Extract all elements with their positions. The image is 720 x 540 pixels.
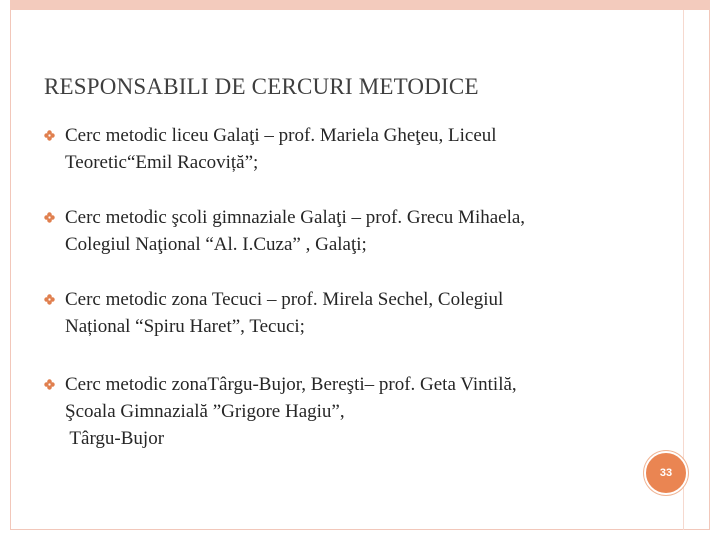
four-petal-flower-icon (44, 371, 58, 398)
bullet-list (44, 122, 644, 480)
item-line: Colegiul Naţional “Al. I.Cuza” , Galaţi; (65, 234, 367, 255)
item-line: Şcoala Gimnazială ”Grigore Hagiu”, (65, 401, 345, 422)
four-petal-flower-icon (44, 122, 58, 149)
list-item (44, 371, 644, 452)
list-item (44, 204, 644, 258)
list-item (44, 122, 644, 176)
four-petal-flower-icon (44, 204, 58, 231)
four-petal-flower-icon (44, 286, 58, 313)
item-line: Cerc metodic zona Tecuci – prof. Mirela Sechel, Colegiul (65, 289, 504, 310)
item-line: Teoretic“Emil Racoviță”; (65, 152, 259, 173)
right-border-line (709, 10, 710, 530)
item-line: Târgu-Bujor (65, 428, 165, 449)
slide-title: RESPONSABILI DE CERCURI METODICE (44, 74, 479, 99)
right-inner-line (683, 10, 684, 530)
item-line: Național “Spiru Haret”, Tecuci; (65, 316, 305, 337)
list-item (44, 286, 644, 340)
page-number-badge: 33 (644, 451, 688, 495)
top-accent-bar (0, 0, 720, 10)
item-line: Cerc metodic zonaTârgu-Bujor, Bereşti– prof. Geta Vintilă, (65, 374, 517, 395)
item-line: Cerc metodic şcoli gimnaziale Galaţi – prof. Grecu Mihaela, (65, 207, 526, 228)
item-line: Cerc metodic liceu Galaţi – prof. Mariela Gheţeu, Liceul (65, 125, 497, 146)
